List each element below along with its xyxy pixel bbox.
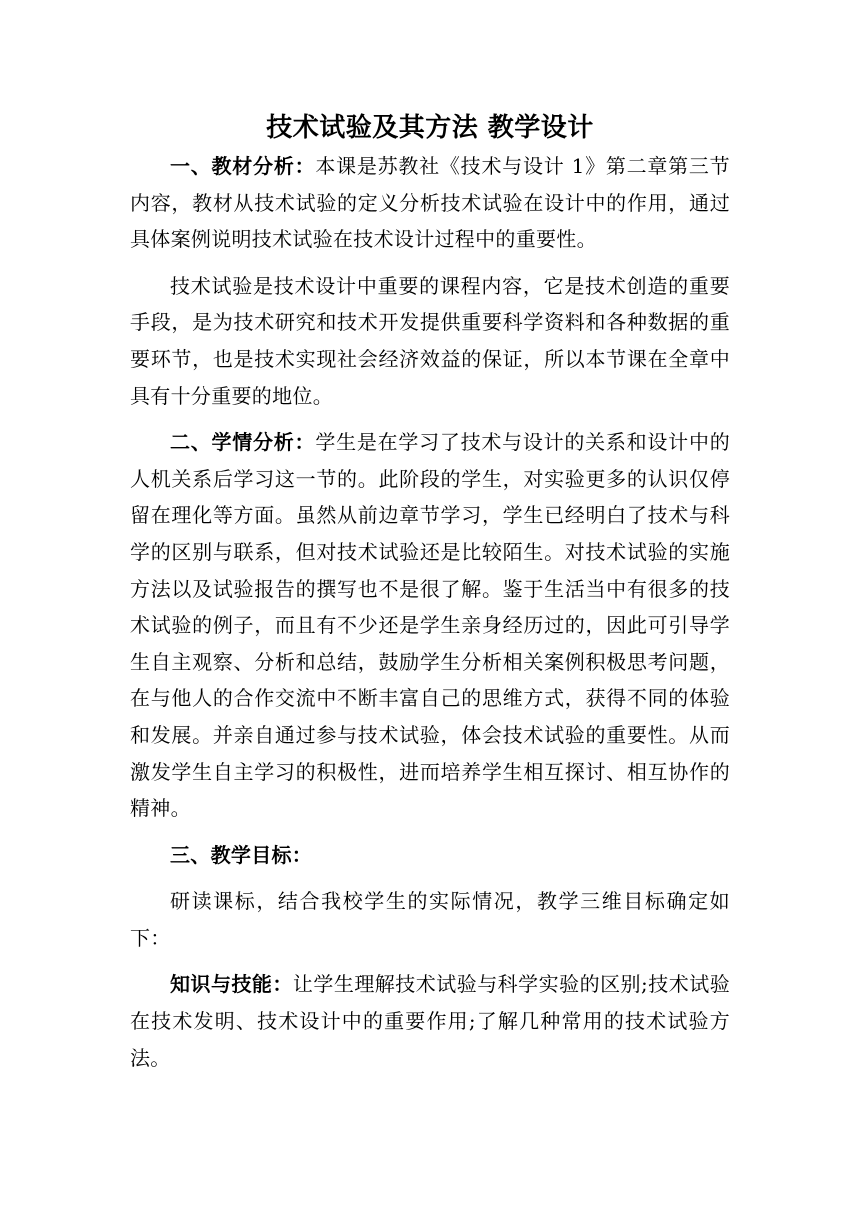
document-page	[130, 108, 730, 1076]
student-analysis-heading: 二、学情分析：	[170, 430, 316, 455]
textbook-analysis-paragraph-2: 技术试验是技术设计中重要的课程内容，它是技术创造的重要手段，是为技术研究和技术开发提供重要科学资料和各种数据的重要环节，也是技术实现社会经济效益的保证，所以本节课在全章中具有十分重要的地位。	[130, 273, 730, 408]
textbook-analysis-heading: 一、教材分析：	[170, 154, 316, 178]
teaching-goals-heading: 三、教学目标：	[170, 842, 313, 867]
student-analysis-body: 学生是在学习了技术与设计的关系和设计中的人机关系后学习这一节的。此阶段的学生，对实验更多的认识仅停留在理化等方面。虽然从前边章节学习，学生已经明白了技术与科学的区别与联系，但对技术试验还是比较陌生。对技术试验的实施方法以及试验报告的撰写也不是很了解。鉴于生活当中有很多的技术试验的例子，而且有不少还是学生亲身经历过的，因此可引导学生自主观察、分析和总结，鼓励学生分析相关案例积极思考问题，在与他人的合作交流中不断丰富自己的思维方式，获得不同的体验和发展。并亲自通过参与技术试验，体会技术试验的重要性。从而激发学生自主学习的积极性，进而培养学生相互探讨、相互协作的精神。	[130, 430, 731, 821]
student-analysis-paragraph	[130, 424, 730, 827]
knowledge-skills-paragraph	[130, 966, 730, 1076]
document-title: 技术试验及其方法 教学设计	[266, 113, 594, 143]
knowledge-skills-heading: 知识与技能：	[170, 972, 293, 997]
knowledge-skills-body: 让学生理解技术试验与科学实验的区别;技术试验在技术发明、技术设计中的重要作用;了解几种常用的技术试验方法。	[130, 972, 730, 1070]
textbook-analysis-body: 本课是苏教社《技术与设计 1》第二章第三节内容，教材从技术试验的定义分析技术试验在设计中的作用，通过具体案例说明技术试验在技术设计过程中的重要性。	[130, 154, 730, 252]
teaching-goals-intro: 研读课标，结合我校学生的实际情况，教学三维目标确定如下：	[130, 889, 730, 950]
textbook-analysis-paragraph	[130, 148, 730, 258]
teaching-goals-heading-paragraph	[130, 837, 730, 874]
